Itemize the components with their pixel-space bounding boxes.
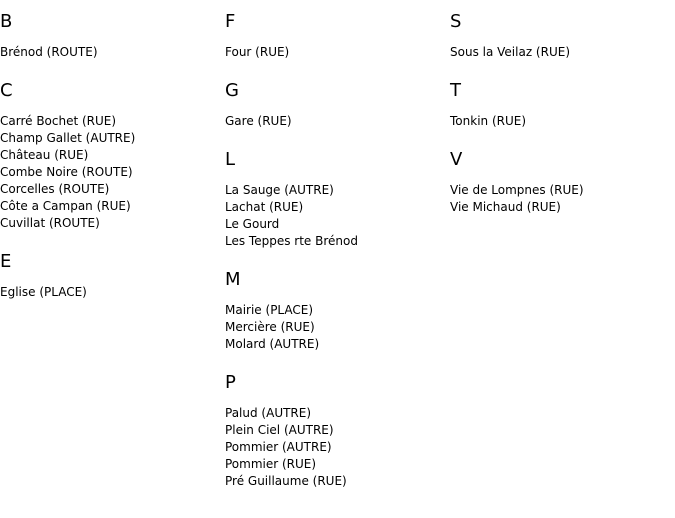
street-item[interactable]: Four (RUE) <box>225 45 290 59</box>
letter-heading: C <box>0 80 13 101</box>
street-item[interactable]: Palud (AUTRE) <box>225 406 312 420</box>
street-item[interactable]: Pommier (RUE) <box>225 457 317 471</box>
street-item[interactable]: Plein Ciel (AUTRE) <box>225 423 334 437</box>
street-list <box>225 170 450 250</box>
street-item[interactable]: Combe Noire (ROUTE) <box>0 165 133 179</box>
street-item[interactable]: Cuvillat (ROUTE) <box>0 216 100 230</box>
street-item[interactable]: Vie de Lompnes (RUE) <box>450 183 584 197</box>
index-column-3 <box>450 0 675 216</box>
street-item[interactable]: Côte a Campan (RUE) <box>0 199 131 213</box>
street-item[interactable]: Château (RUE) <box>0 148 89 162</box>
street-item[interactable]: La Sauge (AUTRE) <box>225 183 334 197</box>
street-list <box>0 272 225 301</box>
street-item[interactable]: Gare (RUE) <box>225 114 292 128</box>
letter-group-m <box>225 258 450 361</box>
index-column-2 <box>225 0 450 490</box>
street-list <box>0 32 225 61</box>
letter-heading: T <box>450 80 461 101</box>
street-item[interactable]: Carré Bochet (RUE) <box>0 114 117 128</box>
street-list <box>225 32 450 61</box>
street-item[interactable]: Brénod (ROUTE) <box>0 45 98 59</box>
street-item[interactable]: Sous la Veilaz (RUE) <box>450 45 570 59</box>
letter-heading: F <box>225 11 236 32</box>
street-item[interactable]: Champ Gallet (AUTRE) <box>0 131 136 145</box>
street-list <box>450 170 675 216</box>
street-item[interactable]: Le Gourd <box>225 217 280 231</box>
index-column-1 <box>0 0 225 309</box>
letter-heading: E <box>0 251 12 272</box>
letter-heading: V <box>450 149 463 170</box>
letter-group-f <box>225 0 450 69</box>
letter-heading: S <box>450 11 462 32</box>
street-item[interactable]: Pommier (AUTRE) <box>225 440 332 454</box>
letter-heading: L <box>225 149 236 170</box>
letter-group-p <box>225 361 450 490</box>
letter-group-b <box>0 0 225 69</box>
street-item[interactable]: Lachat (RUE) <box>225 200 304 214</box>
street-item[interactable]: Mercière (RUE) <box>225 320 315 334</box>
street-item[interactable]: Mairie (PLACE) <box>225 303 314 317</box>
street-item[interactable]: Tonkin (RUE) <box>450 114 527 128</box>
letter-group-c <box>0 69 225 240</box>
letter-group-e <box>0 240 225 309</box>
street-list <box>225 101 450 130</box>
letter-heading: M <box>225 269 241 290</box>
street-list <box>0 101 225 232</box>
street-list <box>450 101 675 130</box>
street-item[interactable]: Pré Guillaume (RUE) <box>225 474 347 488</box>
letter-group-l <box>225 138 450 258</box>
letter-group-v <box>450 138 675 216</box>
street-list <box>225 290 450 353</box>
letter-heading: P <box>225 372 236 393</box>
street-item[interactable]: Eglise (PLACE) <box>0 285 87 299</box>
letter-heading: G <box>225 80 239 101</box>
street-item[interactable]: Molard (AUTRE) <box>225 337 320 351</box>
street-item[interactable]: Corcelles (ROUTE) <box>0 182 110 196</box>
letter-group-t <box>450 69 675 138</box>
letter-heading: B <box>0 11 13 32</box>
letter-group-s <box>450 0 675 69</box>
street-list <box>225 393 450 490</box>
letter-group-g <box>225 69 450 138</box>
street-list <box>450 32 675 61</box>
street-item[interactable]: Vie Michaud (RUE) <box>450 200 561 214</box>
street-item[interactable]: Les Teppes rte Brénod <box>225 234 358 248</box>
